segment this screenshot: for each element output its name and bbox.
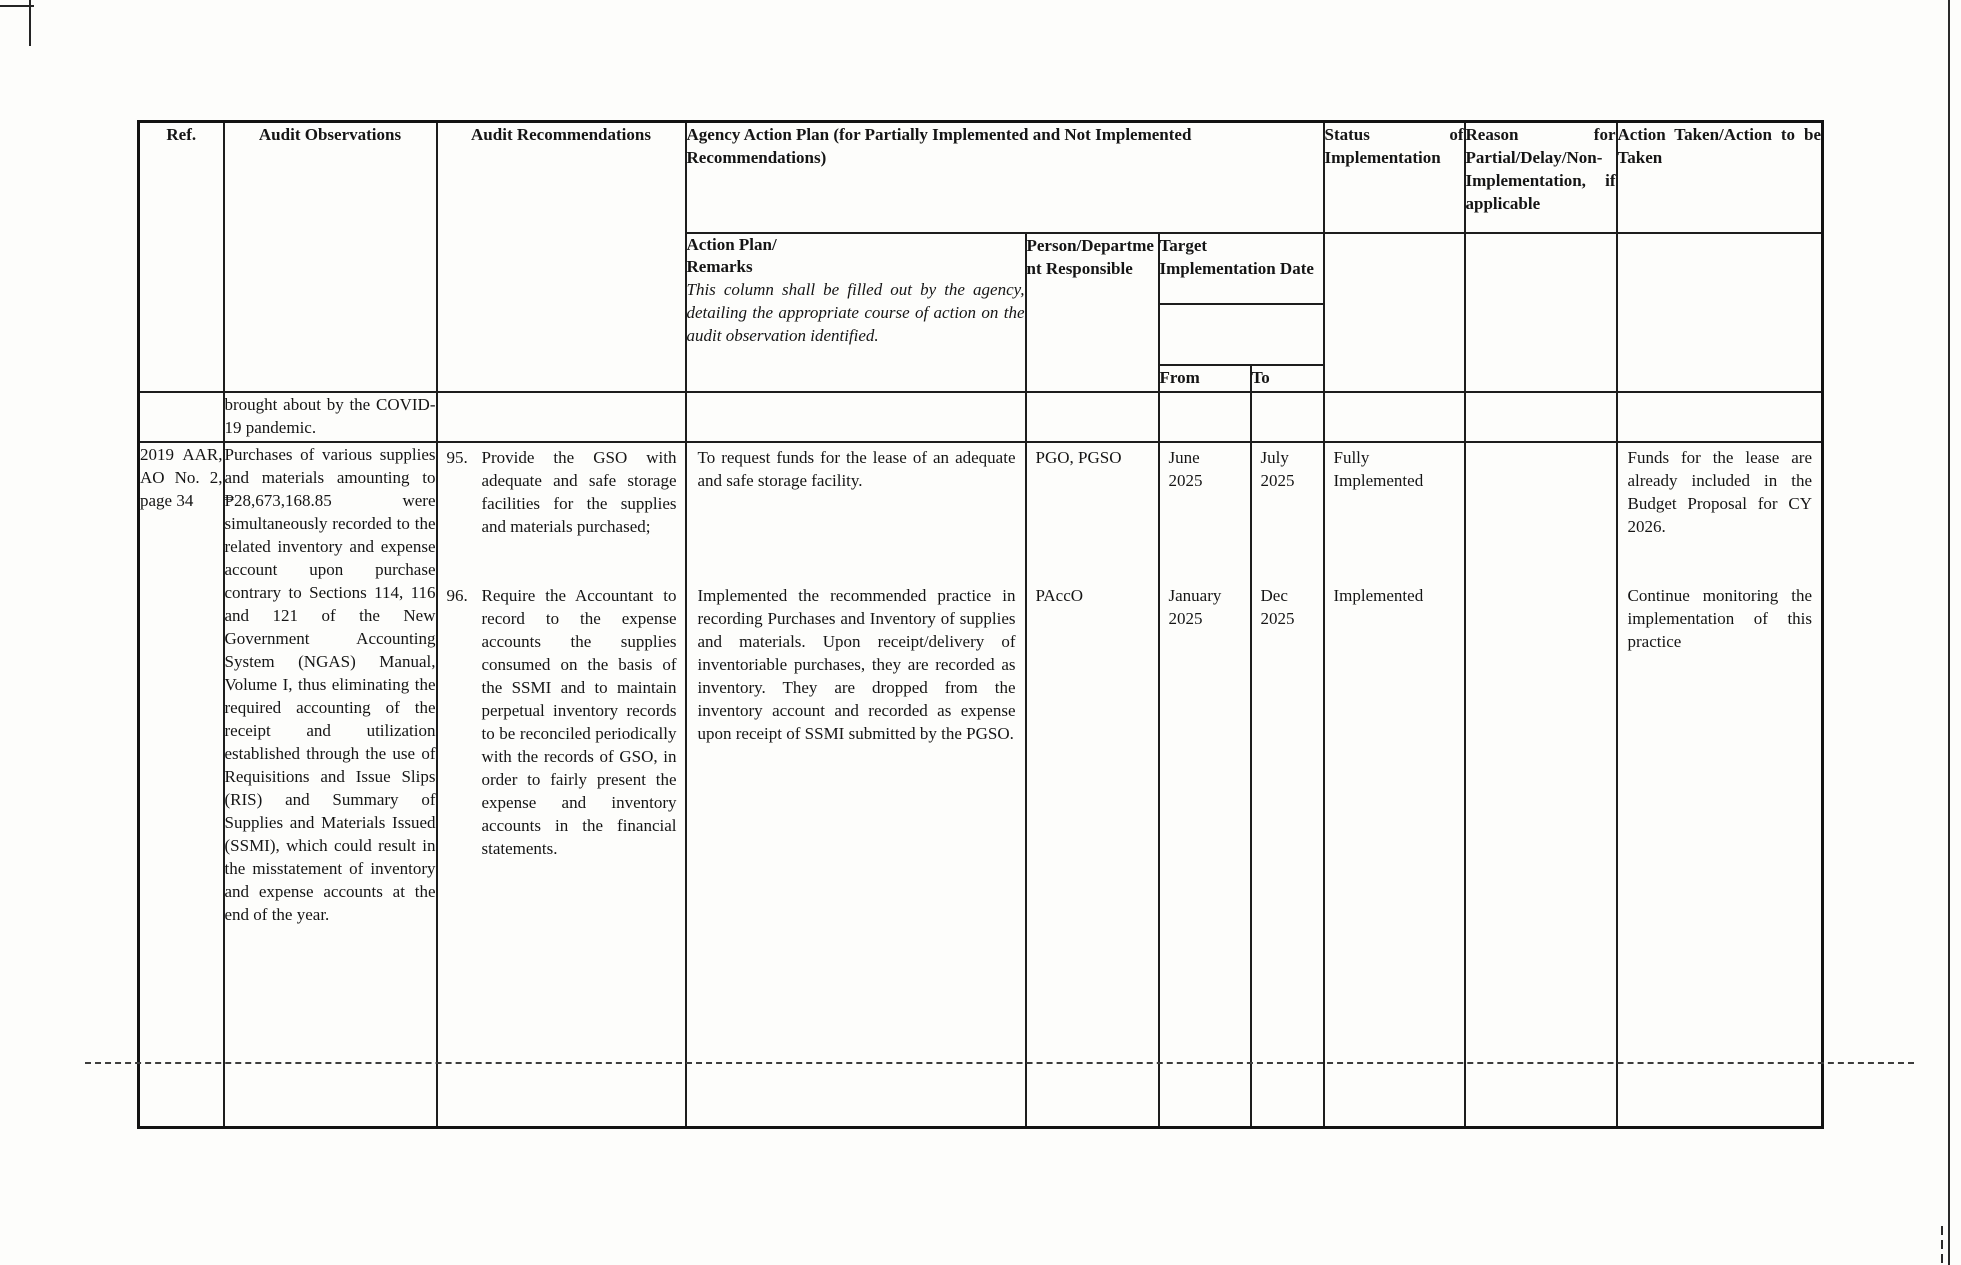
audit-action-plan-table (137, 120, 1824, 1129)
header-action-taken-spacer-cell (1617, 233, 1823, 392)
main-recommendation-cell (437, 442, 686, 1128)
recommendation-item-96 (438, 584, 685, 860)
header-ref-label: Ref. (166, 125, 197, 144)
header-to (1251, 365, 1324, 392)
header-recommendations-label: Audit Recommendations (471, 125, 651, 144)
carryover-recommendation-cell (437, 392, 686, 442)
status-entry-96: Implemented (1333, 585, 1424, 605)
page-edge-line (1948, 0, 1950, 1265)
main-reason-cell (1465, 442, 1617, 1128)
header-status-of-implementation (1324, 122, 1465, 233)
header-audit-recommendations (437, 122, 686, 392)
main-ref-text: 2019 AAR, AO No. 2, page 34 (140, 444, 223, 510)
from-date-entry-95: June 2025 (1168, 447, 1203, 490)
carryover-from-cell (1159, 392, 1251, 442)
header-from-label: From (1159, 367, 1200, 387)
page-corner-mark-horizontal (0, 5, 34, 7)
header-person-label: Person/Department Responsible (1026, 235, 1154, 278)
main-observation-cell (224, 442, 437, 1128)
main-to-cell (1251, 442, 1324, 1128)
header-action-plan-title: Action Plan/ (686, 234, 777, 254)
main-action-plan-cell (686, 442, 1026, 1128)
carryover-ref-cell (139, 392, 224, 442)
recommendation-text: Provide the GSO with adequate and safe storage facilities for the supplies and materials purchased; (481, 447, 677, 536)
action-taken-entry-95: Funds for the lease are already included in the Budget Proposal for CY 2026. (1627, 447, 1812, 536)
action-taken-entry-96: Continue monitoring the implementation of this practice (1627, 585, 1812, 651)
carryover-to-cell (1251, 392, 1324, 442)
header-from (1159, 365, 1251, 392)
status-entry-95: Fully Implemented (1333, 447, 1424, 490)
carryover-action-taken-cell (1617, 392, 1823, 442)
to-date-entry-95: July 2025 (1260, 447, 1295, 490)
scan-fold-dashed-line (85, 1062, 1914, 1064)
main-ref-cell (139, 442, 224, 1128)
header-status-spacer-cell (1324, 233, 1465, 392)
person-entry-96: PAccO (1035, 585, 1084, 605)
scan-tick-mark (1941, 1240, 1943, 1249)
header-agency-action-plan-label: Agency Action Plan (for Partially Implemented and Not Implemented Recommendations) (686, 125, 1192, 167)
person-entry-95: PGO, PGSO (1035, 447, 1122, 467)
from-date-entry-96: January 2025 (1168, 585, 1222, 628)
header-status-label: Status of Implementation (1324, 125, 1464, 167)
header-agency-action-plan (686, 122, 1324, 233)
scan-tick-mark (1941, 1254, 1943, 1263)
carryover-reason-cell (1465, 392, 1617, 442)
main-status-cell (1324, 442, 1465, 1128)
scan-tick-mark (1941, 1226, 1943, 1235)
main-observation-text: Purchases of various supplies and materials amounting to ₱28,673,168.85 were simultaneously recorded to the related inventory and expense account upon purchase contrary to Sections 114, 116 and 121 of the New Government Accounting System (NGAS) Manual, Volume I, thus eliminating the required accounting of the receipt and utilization established through the use of Requisitions and Issue Slips (RIS) and Summary of Supplies and Materials Issued (SSMI), which could result in the misstatement of inventory and expense accounts at the end of the year. (224, 444, 436, 924)
to-date-entry-96: Dec 2025 (1260, 585, 1295, 628)
header-action-taken (1617, 122, 1823, 233)
header-target-spacer-cell (1159, 304, 1324, 365)
carryover-observation-cell (224, 392, 437, 442)
header-audit-observations (224, 122, 437, 392)
recommendation-number: 95. (446, 447, 468, 467)
action-plan-entry-96: Implemented the recommended practice in recording Purchases and Inventory of supplies and materials. Upon receipt/delivery of inventoriable purchases, they are recorded as inventory. They are dropped from the inventory account and recorded as expense upon receipt of SSMI submitted by the PGSO. (697, 585, 1016, 743)
recommendation-text: Require the Accountant to record to the expense accounts the supplies consumed on the basis of the SSMI and to maintain perpetual inventory records to be reconciled periodically with the records of GSO, in order to fairly present the expense and inventory accounts in the financial statements. (481, 585, 677, 858)
header-action-plan-remarks (686, 233, 1026, 392)
action-plan-entry-95: To request funds for the lease of an adequate and safe storage facility. (697, 447, 1016, 490)
main-action-taken-cell (1617, 442, 1823, 1128)
header-observations-label: Audit Observations (258, 125, 402, 144)
carryover-person-cell (1026, 392, 1159, 442)
header-reason-spacer-cell (1465, 233, 1617, 392)
main-from-cell (1159, 442, 1251, 1128)
header-target-date-label: Target Implementation Date (1159, 235, 1314, 278)
header-action-plan-note: This column shall be filled out by the agency, detailing the appropriate course of action on the audit observation identified. (686, 279, 1025, 345)
header-target-implementation-date (1159, 233, 1324, 304)
header-person-department (1026, 233, 1159, 392)
header-action-plan-subtitle: Remarks (686, 256, 753, 276)
main-person-cell (1026, 442, 1159, 1128)
carryover-status-cell (1324, 392, 1465, 442)
carryover-observation-text: brought about by the COVID-19 pandemic. (224, 394, 436, 437)
recommendation-item-95 (438, 446, 685, 538)
header-action-taken-label: Action Taken/Action to be Taken (1617, 125, 1821, 167)
header-ref (139, 122, 224, 392)
header-to-label: To (1251, 367, 1270, 387)
carryover-action-plan-cell (686, 392, 1026, 442)
recommendation-number: 96. (446, 585, 468, 605)
header-reason-label: Reason for Partial/Delay/Non-Implementation, if applicable (1465, 125, 1616, 213)
header-reason (1465, 122, 1617, 233)
